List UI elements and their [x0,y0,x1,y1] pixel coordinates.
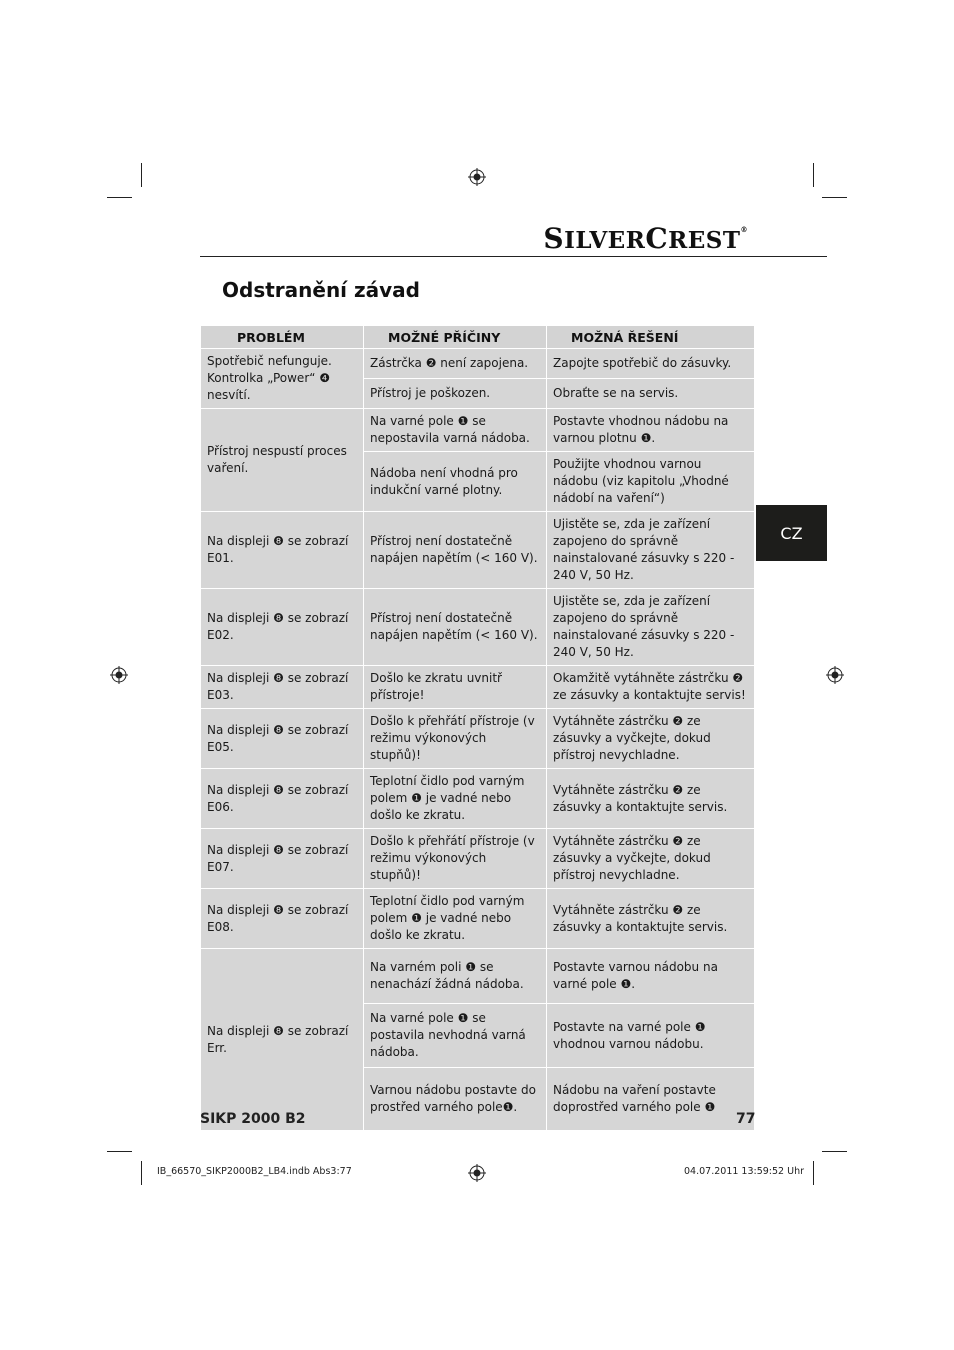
cause-cell: Došlo k přehřátí přístroje (v režimu výkonových stupňů)! [364,829,547,889]
cause-cell: Zástrčka ❷ není zapojena. [364,349,547,379]
table-row [201,769,755,829]
crop-mark [107,197,132,198]
table-row [201,349,755,379]
solution-cell: Vytáhněte zástrčku ❷ ze zásuvky a kontaktujte servis. [547,769,755,829]
registration-mark-icon [468,168,486,186]
solution-cell: Vytáhněte zástrčku ❷ ze zásuvky a kontaktujte servis. [547,889,755,949]
solution-cell: Nádobu na vaření postavte doprostřed varného pole ❶ [547,1068,755,1131]
cause-cell: Došlo k přehřátí přístroje (v režimu výkonových stupňů)! [364,709,547,769]
solution-cell: Vytáhněte zástrčku ❷ ze zásuvky a vyčkejte, dokud přístroj nevychladne. [547,709,755,769]
print-slug-right: 04.07.2011 13:59:52 Uhr [684,1166,804,1177]
crop-mark [141,163,142,187]
problem-cell: Spotřebič nefunguje. Kontrolka „Power“ ❹ nesvítí. [201,349,364,409]
crop-mark [813,163,814,187]
page-title: Odstranění závad [222,278,420,302]
column-header-problem: PROBLÉM [201,326,364,349]
registration-mark-icon [468,1164,486,1182]
header-rule [200,256,827,257]
problem-cell: Na displeji ❽ se zobrazí E06. [201,769,364,829]
problem-cell: Na displeji ❽ se zobrazí E03. [201,666,364,709]
cause-cell: Na varné pole ❶ se postavila nevhodná varná nádoba. [364,1004,547,1068]
table-row [201,829,755,889]
crop-mark [141,1161,142,1185]
solution-cell: Postavte varnou nádobu na varné pole ❶. [547,949,755,1004]
crop-mark [822,197,847,198]
solution-cell: Postavte na varné pole ❶ vhodnou varnou nádobu. [547,1004,755,1068]
cause-cell: Přístroj není dostatečně napájen napětím (< 160 V). [364,512,547,589]
table-row [201,949,755,1004]
problem-cell: Na displeji ❽ se zobrazí E01. [201,512,364,589]
cause-cell: Na varné pole ❶ se nepostavila varná nádoba. [364,409,547,452]
cause-cell: Teplotní čidlo pod varným polem ❶ je vadné nebo došlo ke zkratu. [364,889,547,949]
problem-cell: Na displeji ❽ se zobrazí E02. [201,589,364,666]
cause-cell: Došlo ke zkratu uvnitř přístroje! [364,666,547,709]
column-header-causes: MOŽNÉ PŘÍČINY [364,326,547,349]
cause-cell: Přístroj je poškozen. [364,379,547,409]
solution-cell: Okamžitě vytáhněte zástrčku ❷ ze zásuvky a kontaktujte servis! [547,666,755,709]
solution-cell: Zapojte spotřebič do zásuvky. [547,349,755,379]
registration-mark-icon [826,666,844,684]
table-row [201,589,755,666]
table-row [201,709,755,769]
table-row [201,512,755,589]
print-slug-left: IB_66570_SIKP2000B2_LB4.indb Abs3:77 [157,1166,352,1177]
solution-cell: Ujistěte se, zda je zařízení zapojeno do správně nainstalované zásuvky s 220 - 240 V, 50 Hz. [547,589,755,666]
solution-cell: Ujistěte se, zda je zařízení zapojeno do správně nainstalované zásuvky s 220 - 240 V, 50 Hz. [547,512,755,589]
crop-mark [107,1151,132,1152]
problem-cell: Na displeji ❽ se zobrazí E07. [201,829,364,889]
model-number: SIKP 2000 B2 [200,1111,306,1127]
solution-cell: Obraťte se na servis. [547,379,755,409]
table-row [201,889,755,949]
table-row [201,409,755,452]
cause-cell: Teplotní čidlo pod varným polem ❶ je vadné nebo došlo ke zkratu. [364,769,547,829]
cause-cell: Varnou nádobu postavte do prostřed varného pole❶. [364,1068,547,1131]
language-tab: CZ [756,505,827,561]
problem-cell: Na displeji ❽ se zobrazí E08. [201,889,364,949]
solution-cell: Vytáhněte zástrčku ❷ ze zásuvky a vyčkejte, dokud přístroj nevychladne. [547,829,755,889]
column-header-solutions: MOŽNÁ ŘEŠENÍ [547,326,755,349]
table-row [201,666,755,709]
brand-logo: SILVERCREST® [543,222,748,255]
table-header-row [201,326,755,349]
problem-cell: Přístroj nespustí proces vaření. [201,409,364,512]
solution-cell: Použijte vhodnou varnou nádobu (viz kapitolu „Vhodné nádobí na vaření“) [547,452,755,512]
registration-mark-icon [110,666,128,684]
cause-cell: Přístroj není dostatečně napájen napětím (< 160 V). [364,589,547,666]
troubleshooting-table [200,325,755,1131]
crop-mark [813,1161,814,1185]
problem-cell: Na displeji ❽ se zobrazí Err. [201,949,364,1131]
cause-cell: Nádoba není vhodná pro indukční varné plotny. [364,452,547,512]
page-number: 77 [736,1111,756,1127]
solution-cell: Postavte vhodnou nádobu na varnou plotnu ❶. [547,409,755,452]
cause-cell: Na varném poli ❶ se nenachází žádná nádoba. [364,949,547,1004]
problem-cell: Na displeji ❽ se zobrazí E05. [201,709,364,769]
crop-mark [822,1151,847,1152]
